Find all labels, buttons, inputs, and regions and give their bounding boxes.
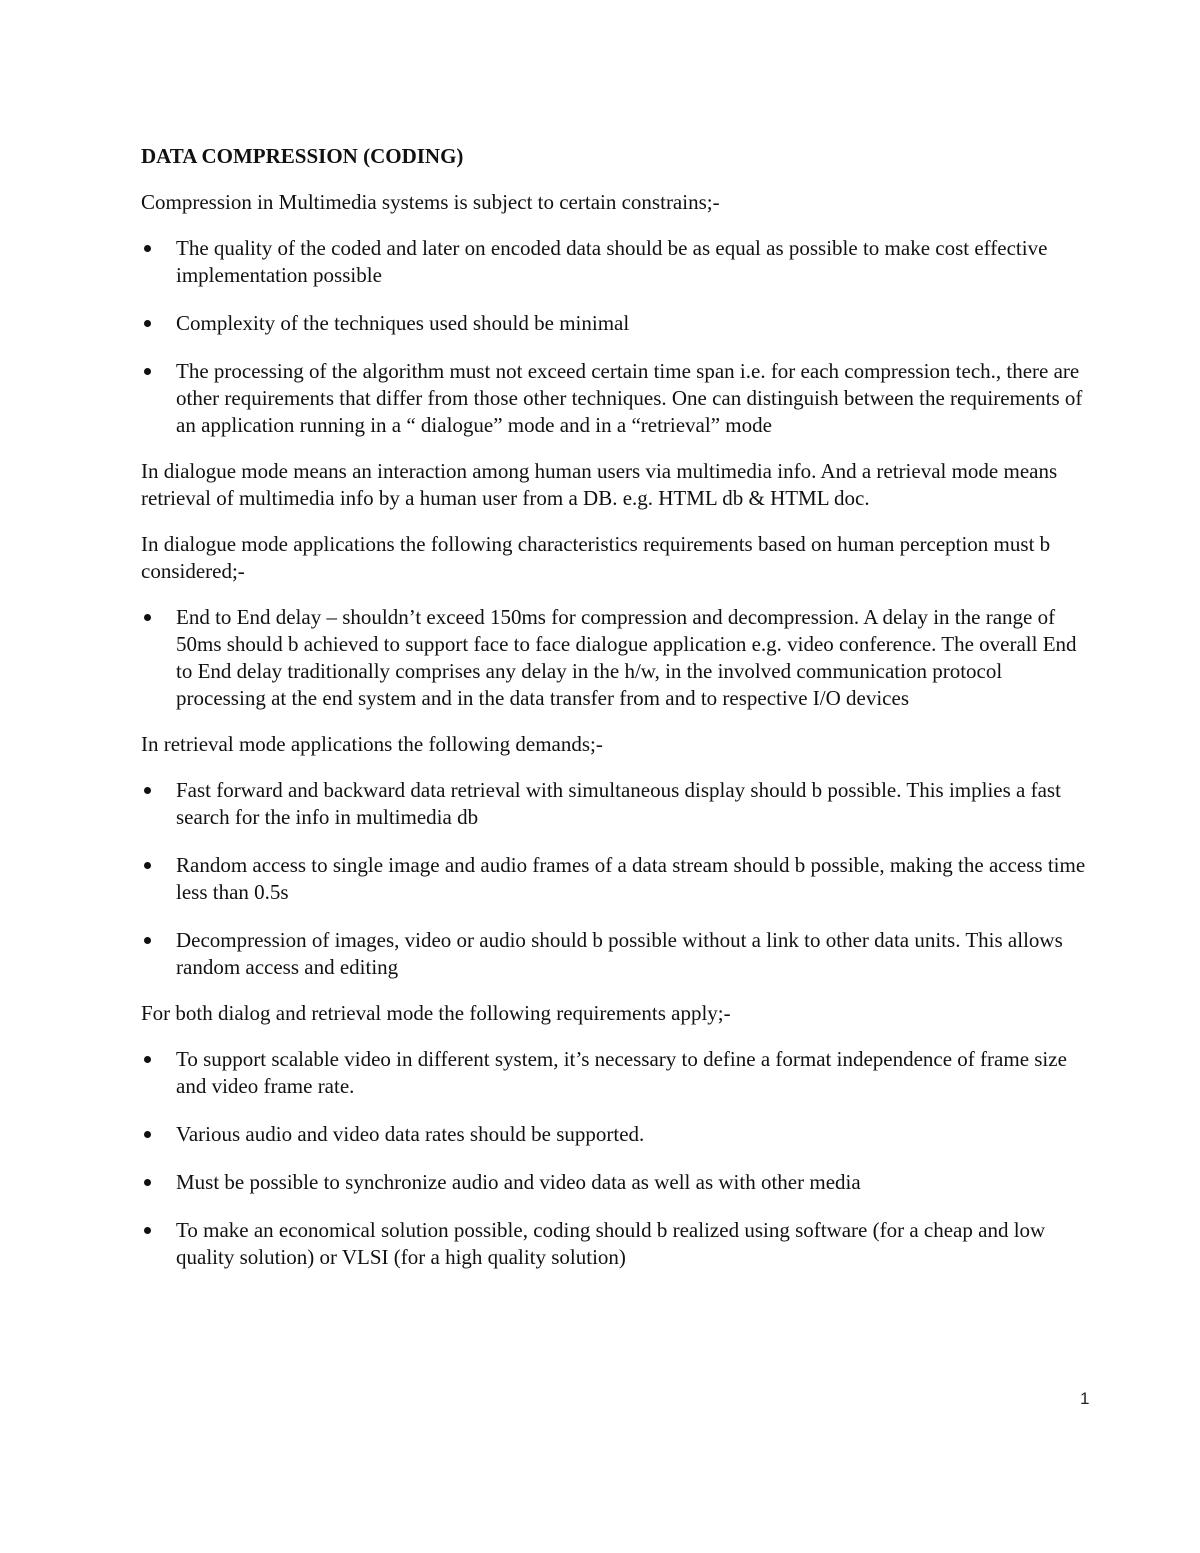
list-item bbox=[141, 777, 1096, 831]
bullet-icon bbox=[144, 1131, 151, 1138]
list-item bbox=[141, 358, 1096, 439]
bullet-icon bbox=[144, 614, 151, 621]
list-item bbox=[141, 604, 1096, 712]
list-item bbox=[141, 1046, 1096, 1100]
bullet-icon bbox=[144, 368, 151, 375]
list-item-text: Various audio and video data rates should be supported. bbox=[176, 1122, 645, 1146]
bullet-icon bbox=[144, 787, 151, 794]
modes-paragraph: In dialogue mode means an interaction among human users via multimedia info. And a retrieval mode means retrieval of multimedia info by a human user from a DB. e.g. HTML db & HTML doc. bbox=[141, 459, 1058, 510]
document-body bbox=[141, 143, 1096, 1290]
bullet-icon bbox=[144, 320, 151, 327]
list-item bbox=[141, 927, 1096, 981]
bullet-icon bbox=[144, 245, 151, 252]
list-item bbox=[141, 852, 1096, 906]
list-item-text: Decompression of images, video or audio should b possible without a link to other data units. This allows random access and editing bbox=[176, 928, 1063, 979]
list-item-text: The quality of the coded and later on encoded data should be as equal as possible to make cost effective implementation possible bbox=[176, 236, 1048, 287]
list-item-text: To support scalable video in different system, it’s necessary to define a format independence of frame size and video frame rate. bbox=[176, 1047, 1067, 1098]
list-item bbox=[141, 1217, 1096, 1271]
both-modes-intro-paragraph: For both dialog and retrieval mode the following requirements apply;- bbox=[141, 1001, 731, 1025]
bullet-icon bbox=[144, 1056, 151, 1063]
document-title: DATA COMPRESSION (CODING) bbox=[141, 144, 464, 168]
list-item-text: Fast forward and backward data retrieval with simultaneous display should b possible. This implies a fast search for the info in multimedia db bbox=[176, 778, 1061, 829]
list-item-text: The processing of the algorithm must not exceed certain time span i.e. for each compression tech., there are other requirements that differ from those other techniques. One can distinguish between the requirements of an application running in a “ dialogue” mode and in a “retrieval” mode bbox=[176, 359, 1083, 437]
list-item bbox=[141, 235, 1096, 289]
list-item bbox=[141, 1121, 1096, 1148]
list-item bbox=[141, 1169, 1096, 1196]
constraints-list bbox=[141, 235, 1096, 439]
retrieval-requirements-list bbox=[141, 777, 1096, 981]
intro-paragraph: Compression in Multimedia systems is subject to certain constrains;- bbox=[141, 190, 720, 214]
list-item-text: Random access to single image and audio frames of a data stream should b possible, making the access time less than 0.5s bbox=[176, 853, 1086, 904]
bullet-icon bbox=[144, 1227, 151, 1234]
list-item bbox=[141, 310, 1096, 337]
list-item-text: End to End delay – shouldn’t exceed 150ms for compression and decompression. A delay in the range of 50ms should b achieved to support face to face dialogue application e.g. video conference. The overall End to End delay traditionally comprises any delay in the h/w, in the involved communication protocol processing at the end system and in the data transfer from and to respective I/O devices bbox=[176, 605, 1077, 710]
retrieval-intro-paragraph: In retrieval mode applications the following demands;- bbox=[141, 732, 603, 756]
bullet-icon bbox=[144, 937, 151, 944]
list-item-text: To make an economical solution possible, coding should b realized using software (for a cheap and low quality solution) or VLSI (for a high quality solution) bbox=[176, 1218, 1046, 1269]
dialogue-requirements-list bbox=[141, 604, 1096, 712]
bullet-icon bbox=[144, 1179, 151, 1186]
both-modes-requirements-list bbox=[141, 1046, 1096, 1271]
page-number: 1 bbox=[1080, 1389, 1090, 1408]
list-item-text: Complexity of the techniques used should be minimal bbox=[176, 311, 630, 335]
dialogue-intro-paragraph: In dialogue mode applications the following characteristics requirements based on human perception must b considered;- bbox=[141, 532, 1051, 583]
bullet-icon bbox=[144, 862, 151, 869]
list-item-text: Must be possible to synchronize audio and video data as well as with other media bbox=[176, 1170, 861, 1194]
